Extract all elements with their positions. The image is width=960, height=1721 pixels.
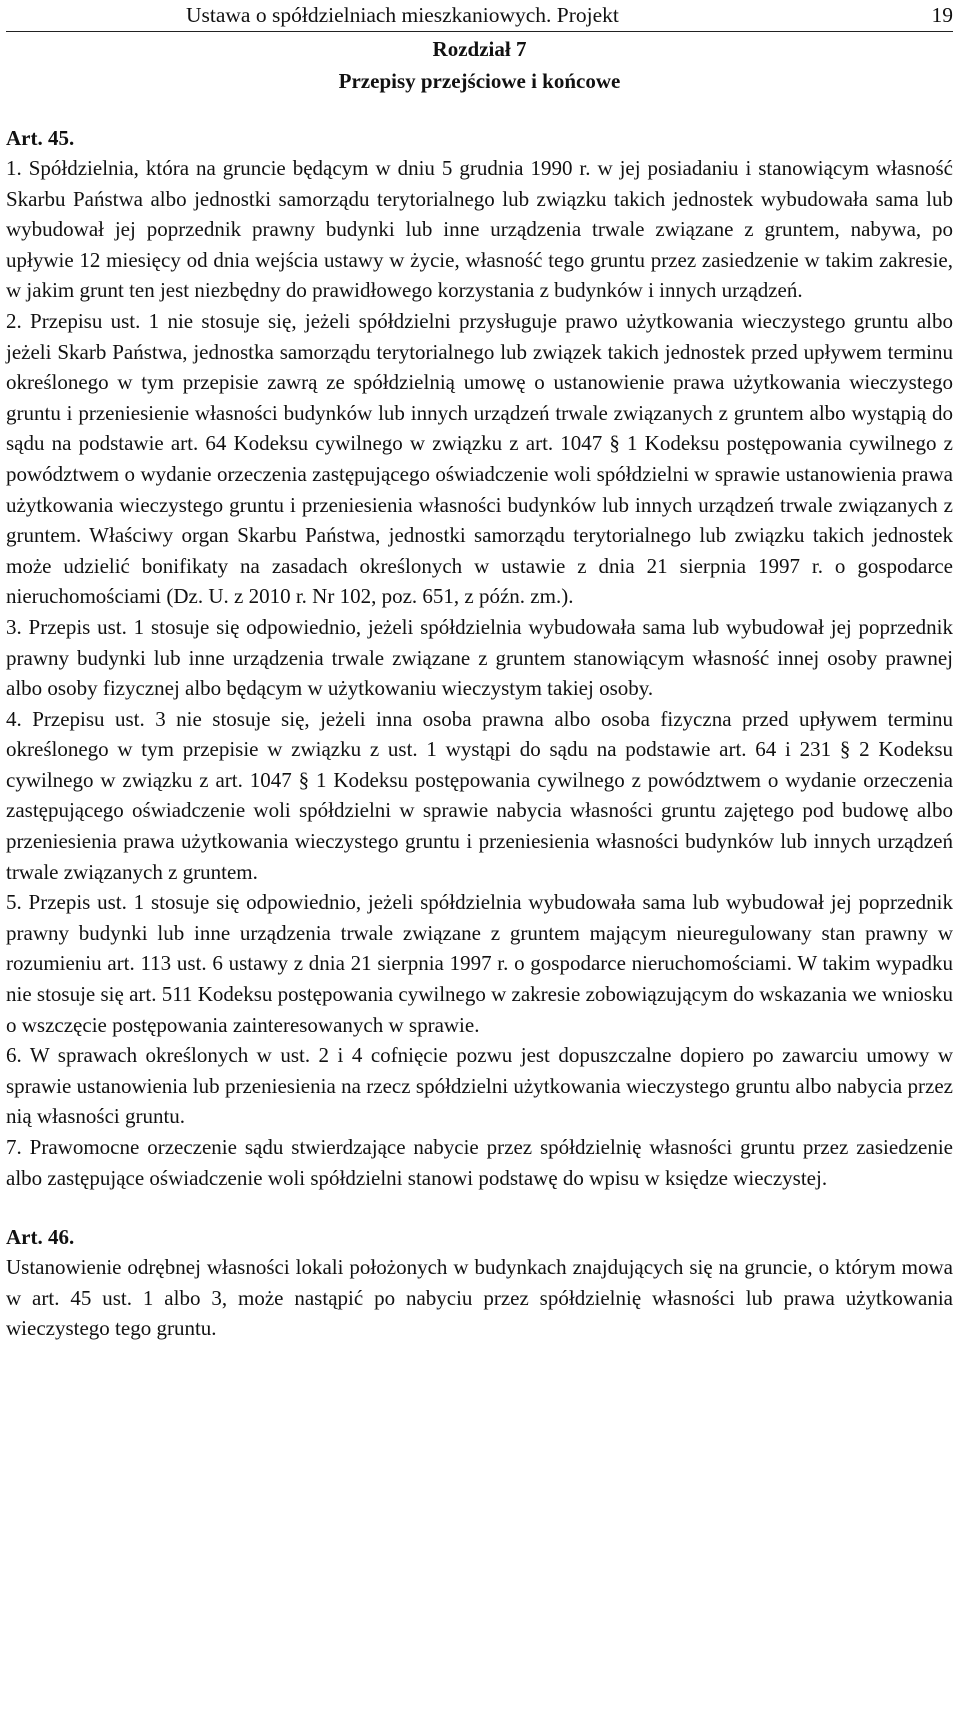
page-number: 19 bbox=[931, 3, 953, 27]
paragraph-1: 1. Spółdzielnia, która na gruncie będącym w dniu 5 grudnia 1990 r. w jej posiadaniu i stanowiącym własność Skarbu Państwa albo jednostki samorządu terytorialnego lub związku takich jednostek wybudowała sama lub wybudował jej poprzednik prawny budynki lub inne urządzenia trwale związane z gruntem, nabywa, po upływie 12 miesięcy od dnia wejścia ustawy w życie, własność tego gruntu przez zasiedzenie w takim zakresie, w jakim grunt ten jest niezbędny do prawidłowego korzystania z budynków i innych urządzeń. bbox=[6, 156, 953, 303]
article-46 bbox=[6, 1222, 953, 1344]
article-heading: Art. 45. bbox=[6, 126, 75, 150]
running-header bbox=[6, 0, 953, 32]
paragraph-7: 7. Prawomocne orzeczenie sądu stwierdzające nabycie przez spółdzielnię własności gruntu przez zasiedzenie albo zastępujące oświadczenie woli spółdzielni stanowi podstawę do wpisu w księdze wieczystej. bbox=[6, 1135, 953, 1190]
document-page bbox=[6, 0, 953, 1344]
paragraph-3: 3. Przepis ust. 1 stosuje się odpowiednio, jeżeli spółdzielnia wybudowała sama lub wybudował jej poprzednik prawny budynki lub inne urządzenia trwale związane z gruntem stanowiącym własność innej osoby prawnej albo osoby fizycznej albo będącym w użytkowaniu wieczystym takiej osoby. bbox=[6, 614, 953, 701]
paragraph-2: 2. Przepisu ust. 1 nie stosuje się, jeżeli spółdzielni przysługuje prawo użytkowania wieczystego gruntu albo jeżeli Skarb Państwa, jednostka samorządu terytorialnego lub związek takich jednostek przed upływem terminu określonego w tym przepisie zawrą ze spółdzielnią umowę o ustanowienie prawa użytkowania wieczystego gruntu i przeniesienie własności budynków lub innych urządzeń trwale związanych z gruntem albo wystąpią do sądu na podstawie art. 64 Kodeksu cywilnego w związku z art. 1047 § 1 Kodeksu postępowania cywilnego z powództwem o wydanie orzeczenia zastępującego oświadczenie woli spółdzielni w sprawie ustanowienia prawa użytkowania wieczystego gruntu i przeniesienia własności budynków lub innych urządzeń trwale związanych z gruntem. Właściwy organ Skarbu Państwa, jednostki samorządu terytorialnego lub związku takich jednostek może udzielić bonifikaty na zasadach określonych w ustawie z dnia 21 sierpnia 1997 r. o gospodarce nieruchomościami (Dz. U. z 2010 r. Nr 102, poz. 651, z późn. zm.). bbox=[6, 308, 953, 609]
article-45 bbox=[6, 123, 953, 1193]
paragraph-5: 5. Przepis ust. 1 stosuje się odpowiednio, jeżeli spółdzielnia wybudowała sama lub wybudował jej poprzednik prawny budynki lub inne urządzenia trwale związane z gruntem mającym nieuregulowany stan prawny w rozumieniu art. 113 ust. 6 ustawy z dnia 21 sierpnia 1997 r. o gospodarce nieruchomościami. W takim wypadku nie stosuje się art. 511 Kodeksu postępowania cywilnego w zakresie zobowiązującym do wskazania we wniosku o wszczęcie postępowania zainteresowanych w sprawie. bbox=[6, 890, 953, 1037]
header-title: Ustawa o spółdzielniach mieszkaniowych. Projekt bbox=[186, 3, 619, 27]
chapter-number: Rozdział 7 bbox=[432, 37, 527, 61]
chapter-title: Przepisy przejściowe i końcowe bbox=[338, 69, 621, 93]
paragraph-4: 4. Przepisu ust. 3 nie stosuje się, jeżeli inna osoba prawna albo osoba fizyczna przed upływem terminu określonego w tym przepisie w związku z ust. 1 wystąpi do sądu na podstawie art. 64 i 231 § 2 Kodeksu cywilnego w związku z art. 1047 § 1 Kodeksu postępowania cywilnego z powództwem o wydanie orzeczenia zastępującego oświadczenie woli spółdzielni w sprawie nabycia własności gruntu zajętego pod budowę albo przeniesienia prawa użytkowania wieczystego gruntu i przeniesienia własności budynków lub innych urządzeń trwale związanych z gruntem. bbox=[6, 706, 953, 884]
paragraph-1: Ustanowienie odrębnej własności lokali położonych w budynkach znajdujących się na gruncie, o którym mowa w art. 45 ust. 1 albo 3, może nastąpić po nabyciu przez spółdzielnię własności lub prawa użytkowania wieczystego tego gruntu. bbox=[6, 1255, 953, 1341]
spacer bbox=[6, 96, 953, 123]
paragraph-6: 6. W sprawach określonych w ust. 2 i 4 cofnięcie pozwu jest dopuszczalne dopiero po zawarciu umowy w sprawie ustanowienia lub przeniesienia na rzecz spółdzielni użytkowania wieczystego gruntu albo nabycia przez nią własności gruntu. bbox=[6, 1043, 953, 1129]
article-heading: Art. 46. bbox=[6, 1225, 75, 1250]
spacer bbox=[6, 1193, 953, 1222]
